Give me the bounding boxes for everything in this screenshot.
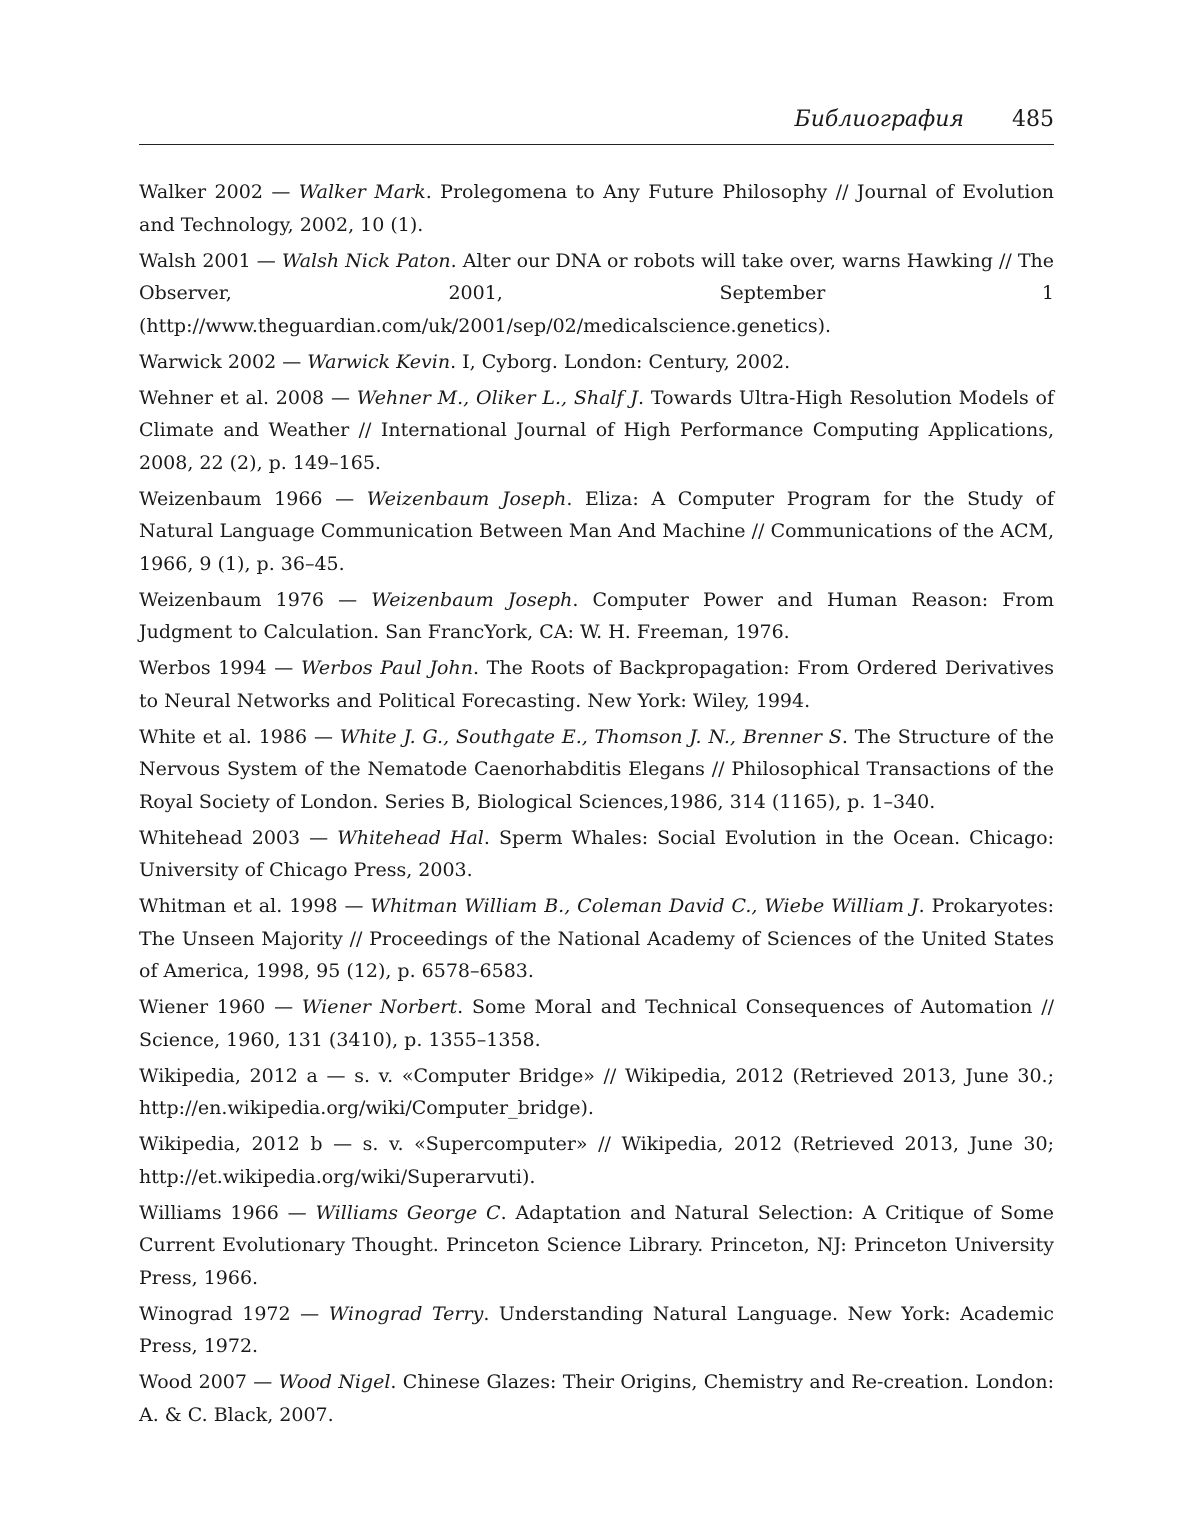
entry-key: Werbos 1994 — [139, 657, 301, 679]
bibliography-entry [139, 1366, 1054, 1431]
entry-authors: Walsh Nick Paton [281, 249, 451, 272]
entry-key: Wikipedia, 2012 b — s. v. «Supercomputer» // Wikipedia, 2012 (Retrieved 2013, June 30; http://et.wikipedia.org/wiki/Superarvuti). [139, 1133, 1054, 1188]
entry-details: . Chinese Glazes: Their Origins, Chemistry and Re-creation. London: A. & C. Black, 2007. [139, 1371, 1054, 1426]
bibliography-entry [139, 1197, 1054, 1295]
entry-authors: Wood Nigel [278, 1371, 391, 1393]
bibliography-entry [139, 1060, 1054, 1125]
running-head [795, 104, 1054, 136]
entry-details: . I, Cyborg. London: Century, 2002. [450, 350, 791, 373]
entry-details: . Adaptation and Natural Selection: A Critique of Some Current Evolutionary Thought. Princeton Science Library. Princeton, NJ: Princeton University Press, 1966. [139, 1201, 1054, 1289]
entry-authors: Whitehead Hal [337, 826, 484, 849]
entry-key: Wood 2007 — [139, 1371, 279, 1393]
entry-authors: Winograd Terry [328, 1302, 484, 1325]
entry-details: . Prokaryotes: The Unseen Majority // Proceedings of the National Academy of Sciences of the United States of America, 1998, 95 (12), p. 6578–6583. [139, 895, 1055, 982]
bibliography-entry [139, 890, 1054, 988]
entry-authors: Weizenbaum Joseph [366, 487, 567, 510]
entry-details: . The Roots of Backpropagation: From Ordered Derivatives to Neural Networks and Political Forecasting. New York: Wiley, 1994. [139, 657, 1055, 712]
bibliography-entry [139, 721, 1054, 819]
entry-authors: Williams George C [315, 1201, 501, 1224]
page-number: 485 [1012, 107, 1054, 132]
header-rule [139, 144, 1054, 145]
entry-details: . The Structure of the Nervous System of the Nematode Caenorhabditis Elegans // Philosophical Transactions of the Royal Society of London. Series B, Biological Sciences,1986, 314 (1165), p. 1–340. [139, 725, 1054, 813]
entry-details: . Some Moral and Technical Consequences of Automation // Science, 1960, 131 (3410), p. 1355–1358. [139, 996, 1055, 1051]
entry-details: . Alter our DNA or robots will take over, warns Hawking // The Observer, 2001, September 1 (http://www.theguardian.com/uk/2001/sep/02/medicalscience.genetics). [139, 249, 1054, 337]
bibliography-entry [139, 652, 1054, 717]
bibliography-entry [139, 1298, 1054, 1363]
entry-key: Weizenbaum 1976 — [139, 588, 372, 611]
entry-authors: Wehner M., Oliker L., Shalf J [356, 386, 639, 409]
bibliography-entry [139, 483, 1054, 581]
bibliography-entry [139, 822, 1054, 887]
entry-key: Whitman et al. 1998 — [139, 895, 371, 917]
entry-authors: Warwick Kevin [307, 350, 451, 373]
entry-key: Winograd 1972 — [139, 1302, 329, 1325]
entry-key: Walker 2002 — [139, 181, 299, 203]
entry-key: Walsh 2001 — [139, 249, 282, 272]
section-title: Библиография [794, 107, 964, 132]
entry-key: Wikipedia, 2012 a — s. v. «Computer Bridge» // Wikipedia, 2012 (Retrieved 2013, June 30.; http://en.wikipedia.org/wiki/Computer_bridge). [139, 1064, 1054, 1119]
entry-key: Whitehead 2003 — [139, 826, 338, 849]
entry-details: . Towards Ultra-High Resolution Models of Climate and Weather // International Journal of High Performance Computing Applications, 2008, 22 (2), p. 149–165. [139, 386, 1055, 474]
bibliography-entry [139, 991, 1054, 1056]
bibliography-entry [139, 584, 1054, 649]
entry-details: . Eliza: A Computer Program for the Study of Natural Language Communication Between Man And Machine // Communications of the ACM, 1966, 9 (1), p. 36–45. [139, 487, 1054, 575]
entry-key: Williams 1966 — [139, 1201, 316, 1224]
entry-key: Wehner et al. 2008 — [139, 386, 357, 409]
bibliography-entry [139, 245, 1054, 343]
entry-details: . Computer Power and Human Reason: From Judgment to Calculation. San FrancYork, CA: W. H. Freeman, 1976. [139, 588, 1054, 643]
entry-details: . Sperm Whales: Social Evolution in the Ocean. Chicago: University of Chicago Press, 2003. [139, 826, 1054, 881]
entry-key: White et al. 1986 — [139, 725, 340, 748]
bibliography-list [139, 176, 1054, 1435]
entry-authors: Walker Mark [298, 181, 426, 203]
bibliography-entry [139, 1128, 1054, 1193]
entry-details: . Prolegomena to Any Future Philosophy // Journal of Evolution and Technology, 2002, 10 (1). [139, 181, 1055, 236]
entry-key: Weizenbaum 1966 — [139, 487, 367, 510]
entry-authors: Whitman William B., Coleman David C., Wiebe William J [370, 895, 919, 917]
bibliography-entry [139, 346, 1054, 379]
entry-authors: White J. G., Southgate E., Thomson J. N., Brenner S [339, 725, 842, 748]
entry-authors: Wiener Norbert [301, 996, 458, 1018]
entry-details: . Understanding Natural Language. New York: Academic Press, 1972. [139, 1302, 1054, 1357]
bibliography-entry [139, 382, 1054, 480]
entry-authors: Werbos Paul John [300, 657, 473, 679]
bibliography-entry [139, 176, 1054, 241]
entry-key: Warwick 2002 — [139, 350, 308, 373]
entry-authors: Weizenbaum Joseph [371, 588, 573, 611]
entry-key: Wiener 1960 — [139, 996, 302, 1018]
